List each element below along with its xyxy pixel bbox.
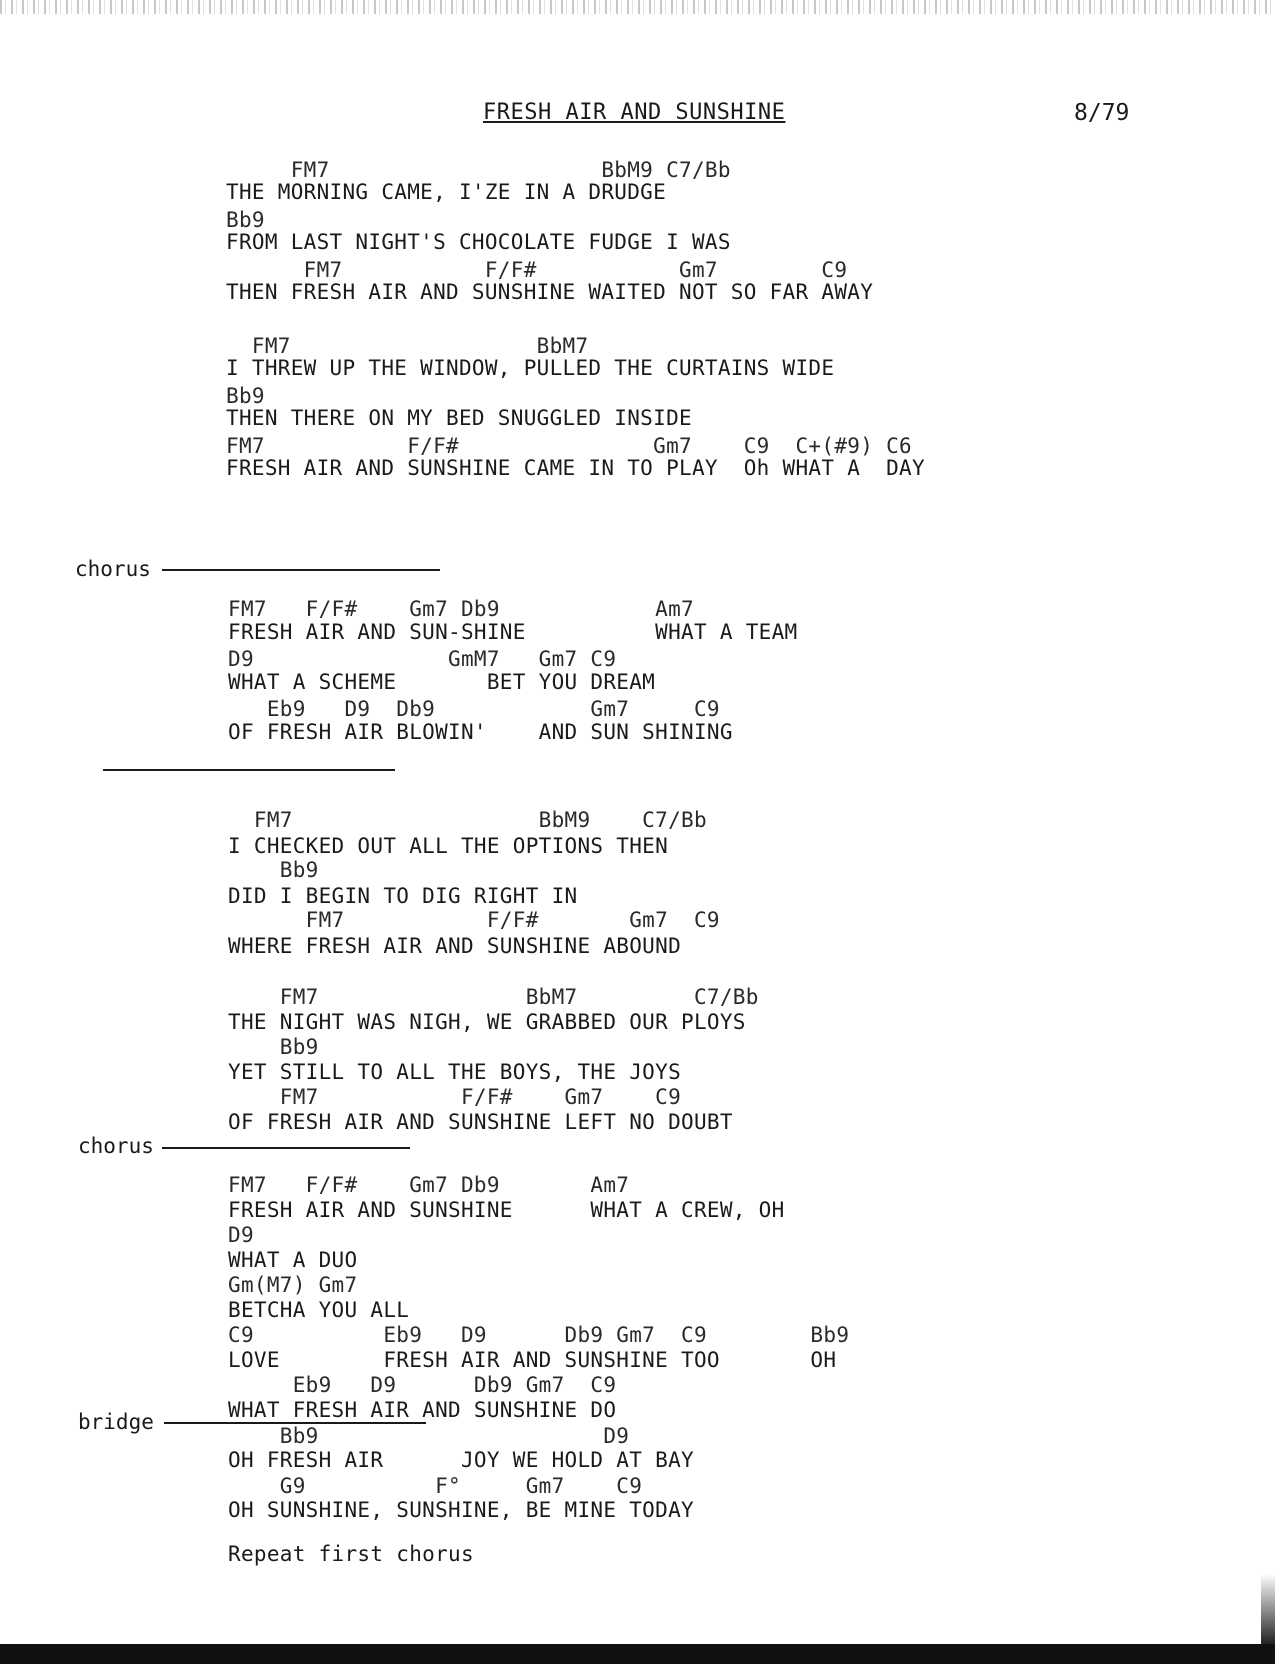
- scan-edge-shadow: [1261, 1574, 1275, 1644]
- chorus-start-rule: [162, 569, 440, 571]
- lyric-line: FRESH AIR AND SUN-SHINE WHAT A TEAM: [228, 620, 798, 644]
- lyric-line: FRESH AIR AND SUNSHINE WHAT A CREW, OH: [228, 1198, 785, 1222]
- chord-line: Gm(M7) Gm7: [228, 1273, 358, 1297]
- chord-line: FM7 F/F# Gm7 C9 C+(#9) C6: [226, 434, 912, 458]
- chord-line: FM7 BbM9 C7/Bb: [228, 808, 707, 832]
- bridge-label: bridge: [78, 1410, 154, 1434]
- chord-line: Bb9 D9: [228, 1424, 630, 1448]
- song-title: FRESH AIR AND SUNSHINE: [483, 100, 786, 125]
- chorus-start-rule: [162, 1147, 410, 1149]
- lyric-line: BETCHA YOU ALL: [228, 1298, 410, 1322]
- lyric-line: WHAT A DUO: [228, 1248, 358, 1272]
- chorus-label: chorus: [78, 1134, 154, 1158]
- chord-line: D9 GmM7 Gm7 C9: [228, 647, 617, 671]
- date-stamp: 8/79: [1074, 100, 1130, 126]
- chord-line: FM7 F/F# Gm7 C9: [228, 1085, 682, 1109]
- lyric-line: I THREW UP THE WINDOW, PULLED THE CURTAINS WIDE: [226, 356, 835, 380]
- chord-line: FM7 F/F# Gm7 C9: [228, 908, 720, 932]
- lyric-line: WHAT FRESH AIR AND SUNSHINE DO: [228, 1398, 617, 1422]
- scan-edge-bottom: [0, 1644, 1275, 1664]
- lyric-line: WHERE FRESH AIR AND SUNSHINE ABOUND: [228, 934, 682, 958]
- lyric-line: THEN FRESH AIR AND SUNSHINE WAITED NOT SO FAR AWAY: [226, 280, 874, 304]
- lyric-line: OF FRESH AIR BLOWIN' AND SUN SHINING: [228, 720, 733, 744]
- chord-line: D9: [228, 1223, 254, 1247]
- chord-line: Bb9: [226, 384, 265, 408]
- lyric-line: DID I BEGIN TO DIG RIGHT IN: [228, 884, 578, 908]
- lyric-line: YET STILL TO ALL THE BOYS, THE JOYS: [228, 1060, 682, 1084]
- lyric-line: OF FRESH AIR AND SUNSHINE LEFT NO DOUBT: [228, 1110, 733, 1134]
- chord-line: Bb9: [228, 858, 319, 882]
- lyric-line: FRESH AIR AND SUNSHINE CAME IN TO PLAY Oh WHAT A DAY: [226, 456, 925, 480]
- chord-line: FM7 F/F# Gm7 Db9 Am7: [228, 597, 694, 621]
- chord-line: FM7 F/F# Gm7 C9: [226, 258, 848, 282]
- lyric-line: I CHECKED OUT ALL THE OPTIONS THEN: [228, 834, 669, 858]
- chord-line: FM7 BbM7: [226, 334, 589, 358]
- lyric-line: THE NIGHT WAS NIGH, WE GRABBED OUR PLOYS: [228, 1010, 746, 1034]
- chorus-label: chorus: [75, 557, 151, 581]
- chorus-end-rule: [103, 769, 395, 771]
- lyric-line: WHAT A SCHEME BET YOU DREAM: [228, 670, 656, 694]
- chord-line: Bb9: [226, 208, 265, 232]
- lyric-line: OH FRESH AIR JOY WE HOLD AT BAY: [228, 1448, 694, 1472]
- chord-line: FM7 BbM7 C7/Bb: [228, 985, 759, 1009]
- lyric-line: LOVE FRESH AIR AND SUNSHINE TOO OH: [228, 1348, 837, 1372]
- lyric-line: FROM LAST NIGHT'S CHOCOLATE FUDGE I WAS: [226, 230, 731, 254]
- chord-line: FM7 F/F# Gm7 Db9 Am7: [228, 1173, 630, 1197]
- lyric-line: THE MORNING CAME, I'ZE IN A DRUDGE: [226, 180, 667, 204]
- chord-line: Eb9 D9 Db9 Gm7 C9: [228, 1373, 617, 1397]
- repeat-instruction: Repeat first chorus: [228, 1542, 474, 1566]
- chord-line: G9 F° Gm7 C9: [228, 1474, 643, 1498]
- lyric-line: THEN THERE ON MY BED SNUGGLED INSIDE: [226, 406, 692, 430]
- chord-line: C9 Eb9 D9 Db9 Gm7 C9 Bb9: [228, 1323, 850, 1347]
- chord-line: FM7 BbM9 C7/Bb: [226, 158, 731, 182]
- chord-line: Bb9: [228, 1035, 319, 1059]
- lyric-line: OH SUNSHINE, SUNSHINE, BE MINE TODAY: [228, 1498, 694, 1522]
- scan-speckle-top: [0, 0, 1275, 14]
- chord-line: Eb9 D9 Db9 Gm7 C9: [228, 697, 720, 721]
